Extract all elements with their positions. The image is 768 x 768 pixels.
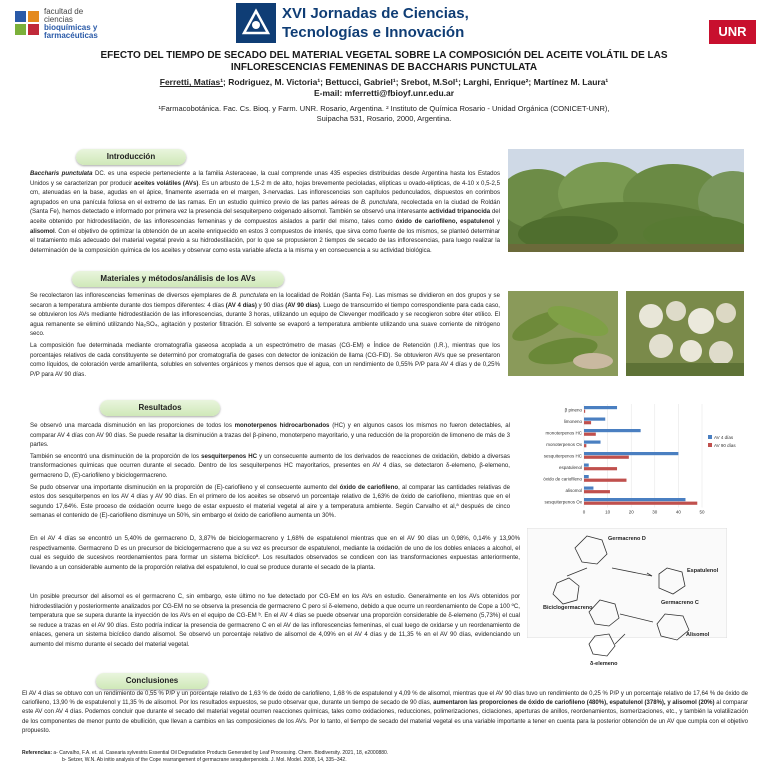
poster-title: [20, 50, 748, 74]
leaf-photo: [508, 291, 618, 376]
conference-logo-icon: [236, 3, 276, 43]
faculty-logo-line: ciencias: [44, 15, 73, 24]
bar-av4: [584, 452, 678, 455]
methods-text-2: La composición fue determinada mediante cromatografía gaseosa acoplada a un espectrómetro de masas (CG-EM) e Índice de Retención (I.R.), mientras que los porcentajes relativos de cada constituyente se determinó por cromatografía de gases con detector de ionización de llama (CG-FID). Se obtuvieron AVs que se presentaron como líquidos, de coloración verde amarillenta, solubles en solventes orgánicos y menos densos que el agua, con un rendimiento de 0,55% P/P para AV 4 días y de 0,25% P/P para AV 90 días.: [30, 341, 500, 378]
x-tick-label: 10: [605, 509, 611, 515]
bar-av90: [584, 410, 585, 413]
conference-title: [282, 4, 469, 42]
intro-text-3: , recolectada en la ciudad de Roldán (Santa Fe), hemos detectado e informado por primera vez la presencia del sesquiterpeno oxigenado alisomol. También se observó una interesante: [30, 198, 500, 216]
section-header-methods: Materiales y métodos/análisis de los AVs: [72, 271, 284, 287]
methods-bold-2: (AV 90 días): [285, 301, 320, 309]
category-label: alisomol: [565, 487, 582, 493]
category-label: sesquiterpenos HC: [543, 453, 582, 459]
legend-swatch: [708, 435, 712, 439]
authors: [20, 77, 748, 88]
affiliation-line1: ¹Farmacobotánica. Fac. Cs. Bioq. y Farm. UNR. Rosario, Argentina. ² Instituto de Química Rosario - Unidad Orgánica (CONICET-UNR),: [158, 104, 610, 113]
results-text-5: Un posible precursor del alisomol es el germacreno C, sin embargo, este último no fue detectado por CG-EM en los AVs en estudio. Generalmente en los AVs obtenidos por hidrodestilación y posteriormente analizados por CG-EM no se observa la presencia de germacreno C pero sí δ-elemeno, debido a que ocurre un reordenamiento de Cope a 100 ºC, temperatura que se supera durante la inyección de los AVs en el equipo de CG-EM ᵇ. En el AV 4 días se puede observar una proporción considerable de δ-elemeno (5,73%) el cual se reduce a trazas en el AV 90 días. Esto podría indicar la presencia de germacreno C en el AV de las inflorescencias femeninas, el cual luego de oxidarse y un reordenamiento de enlaces, genera un sistema bicíclico dando alisomol. Se observó un porcentaje relativo de alisomol de 4,09% en el AV 4 días y de 11,35 % en el AV 90 días, evidenciando un aumento del mismo durante el secado del material vegetal.: [30, 593, 520, 648]
results-bold-3: óxido de cariofileno: [339, 483, 399, 491]
intro-text-5: y: [494, 217, 500, 225]
affiliation: [20, 104, 748, 123]
reference-a: a- Carvalho, F.A. et. al. Casearia sylvestris Essential Oil Degradation Products Generated by Leaf Processing. Chem. Biodiversity. 2021, 18, e2000880.: [53, 750, 389, 756]
authors-rest: ; Rodriguez, M. Victoria¹; Bettucci, Gabriel¹; Srebot, M.Sol¹; Larghi, Enrique²; Martínez M. Laura¹: [223, 77, 609, 87]
results-text-2b: y un consecuente aumento de los derivados de reacciones de oxidación, debido a diversas transformaciones químicas que ocurren durante el secado. Dentro de los sesquiterpenos HC mayoritarios, presentes en AV 4 días, se detectaron δ-elemeno, β-elemeno, germacreno D, (E)-cariofileno y biciclogermacreno.: [30, 452, 510, 479]
results-bold-1: monoterpenos hidrocarbonados: [234, 422, 330, 429]
email: E-mail: mferretti@fbioyf.unr.edu.ar: [313, 88, 455, 98]
label-alisomol: Alisomol: [686, 632, 710, 638]
composition-bar-chart: [528, 398, 748, 524]
methods-text-1d: . Luego de transcurrido el tiempo correspondiente para cada caso, se obtuvieron los AVs mediante hidrodestilación de las inflorescencias, durante 3 horas, utilizando un equipo de Clevenger modificado y se recogieron sobre éter etílico. El agua remanente se eliminó utilizando Na₂SO₄, agitación y posterior filtración. El solvente se evaporó a temperatura ambiente utilizando una suave corriente de nitrógeno seco.: [30, 301, 500, 338]
intro-text: [30, 169, 500, 257]
faculty-logo-line: farmacéuticas: [44, 31, 98, 40]
results-text-3a: Se pudo observar una importante disminución en la proporción de (E)-cariofileno y el consecuente aumento del: [30, 483, 340, 491]
conclusions-text-2: al comparar este AV con AV 4 días. Podemos concluir que durante el secado del material vegetal ocurren reacciones químicas, tales como oxidaciones, reducciones, polimerizaciones, ciclaciones, aperturas de anillos, reordenamientos, isomerizaciones, etc., y también la volatilización de los componentes de menor punto de ebullición, que llevan a cambios en las composiciones de los AVs. Por lo tanto, el tiempo de secado del material vegetal es una variable importante a tener en cuenta para la posterior obtención de un AV que cumpla con el objetivo propuesto.: [22, 700, 748, 734]
intro-text-4: del aceite obtenido por hidrodestilación, de las inflorescencias femeninas y de compuestos aislados a partir del mismo, tales como: [30, 208, 500, 225]
bar-av90: [584, 479, 626, 482]
section-header-results: Resultados: [100, 400, 220, 416]
faculty-logo: [14, 6, 132, 40]
bar-av90: [584, 444, 586, 447]
chemical-structures-bottom: [565, 594, 750, 664]
bar-av4: [584, 464, 589, 467]
intro-species: Baccharis punctulata: [30, 170, 93, 177]
bar-av4: [584, 429, 641, 432]
author-first: Ferretti, Matías¹: [159, 77, 224, 87]
results-bold-2: sesquiterpenos HC: [201, 452, 258, 460]
intro-bold-4: alisomol: [30, 227, 55, 235]
category-label: β pineno: [564, 407, 582, 413]
label-germacreno-d: Germacreno D: [608, 536, 646, 542]
conclusions-text-1: El AV 4 días se obtuvo con un rendimiento de 0,55 % P/P y un porcentaje relativo de 1,63 % de óxido de cariofileno, 1,68 % de espatulenol y 4,09 % de alisomol, mientras que el AV 90 días tuvo un rendimiento de 0,25 % P/P y un porcentaje relativo de 17,64 % de óxido de cariofileno, 13,90 % de espatulenol y 11,35 % de alisomol. Por los resultados expuestos, se pudo observar que, durante un tiempo de secado de 90 días,: [22, 691, 748, 707]
category-label: limoneno: [563, 418, 582, 424]
reference-b: b- Setzer, W.N. Ab initio analysis of the Cope rearrangement of germacrane sesquiterpenoids. J. Mol. Model. 2008, 14, 335–342.: [62, 757, 347, 763]
label-biciclogermacreno: Biciclogermacreno: [543, 605, 593, 611]
x-tick-label: 20: [628, 509, 634, 515]
category-label: monoterpenos HC: [545, 430, 582, 436]
category-label: espatulenol: [558, 464, 582, 470]
methods-text-1b: en la localidad de Roldán (Santa Fe). Las mismas se dividieron en dos grupos y se secaron a temperatura ambiente durante dos tiempos diferentes: 4 días: [30, 292, 500, 309]
intro-bold-2: actividad tripanocida: [429, 208, 491, 216]
intro-text-6: . Con el objetivo de optimizar la obtención de un aceite enriquecido en estos 3 compuestos de interés, que sirva como fuente de los mismos, se planteó determinar el tratamiento más adecuado del material vegetal previo a su hidrodestilación, por lo que se propusieron 2 tiempos de secado de las inflorescencias, para luego realizar la determinación de la composición química de los aceites y observar como esta variable afecta a la misma y en consecuencia a su actividad biológica.: [30, 227, 500, 254]
intro-bold-1: aceites volátiles (AVs): [134, 179, 199, 187]
bar-av90: [584, 490, 610, 493]
methods-text: [30, 291, 500, 381]
affiliation-line2: Suipacha 531, Rosario, 2000, Argentina.: [316, 113, 452, 123]
methods-text-1c: y 90 días: [256, 301, 286, 309]
x-tick-label: 30: [652, 509, 658, 515]
intro-bold-3: óxido de cariofileno, espatulenol: [395, 217, 495, 225]
section-header-conclusions: Conclusiones: [96, 673, 208, 689]
references-label: Referencias:: [22, 750, 53, 756]
legend-label: AV 4 días: [714, 435, 734, 440]
results-text-2a: También se encontró una disminución de la proporción de los: [30, 452, 202, 460]
bar-av4: [584, 406, 617, 409]
bar-av4: [584, 418, 605, 421]
bar-av90: [584, 456, 629, 459]
label-germacreno-c: Germacreno C: [661, 600, 699, 606]
section-header-intro: Introducción: [76, 149, 186, 165]
results-text-1a: Se observó una marcada disminución en las proporciones de todos los: [30, 422, 235, 429]
bar-av4: [584, 475, 589, 478]
results-text-1b: (HC) y en algunos casos los mismos no fueron detectables, al comparar AV 4 días con AV 90 días. Se puede resaltar la disminución a trazas del β-pineno, monoterpeno mayoritario, y una reducción de la proporción de limoneno de más de 3 partes.: [30, 422, 510, 449]
bar-av4: [584, 498, 685, 501]
shrub-photo: [508, 149, 744, 252]
references: [22, 750, 388, 764]
bar-av90: [584, 433, 596, 436]
x-tick-label: 0: [582, 509, 586, 515]
label-d-elemeno: δ-elemeno: [590, 661, 618, 667]
legend-label: AV 90 días: [714, 443, 736, 448]
category-label: monoterpenos Ox: [546, 441, 582, 447]
conclusions-text: [22, 690, 748, 736]
bar-av4: [584, 441, 601, 444]
results-text-top: [30, 421, 510, 523]
faculty-logo-icon: [14, 10, 40, 36]
title-line1: EFECTO DEL TIEMPO DE SECADO DEL MATERIAL VEGETAL SOBRE LA COMPOSICIÓN DEL ACEITE VOLÁTIL DE LAS: [100, 50, 668, 61]
conclusions-bold: aumentaron las proporciones de óxido de cariofileno (480%), espatulenol (378%), y alisomol (20%): [433, 700, 715, 707]
faculty-logo-line: bioquímicas y: [44, 23, 98, 32]
legend-swatch: [708, 443, 712, 447]
results-text-4: En el AV 4 días se encontró un 5,40% de germacreno D, 3,87% de biciclogermacreno y 1,68% de espatulenol mientras que en el AV 90 días un 0,98%, 0,14% y 13,90% respectivamente. Germacreno D es un precursor de biciclogermacreno que a su vez es precursor de espatulenol, mediante la oxidación de uno de los dobles enlaces a alcohol, el cual es seguido de sucesivos reordenamientos para formar un sistema bicíclicoª. Los resultados observados se condicen con las transformaciones expuestas anteriormente, llevando a un considerable aumento de la proporción relativa del espatulenol, lo cual se produce durante el secado de la planta.: [30, 535, 520, 571]
university-logo: UNR: [709, 20, 756, 44]
intro-text-2: . Es un arbusto de 1,5-2 m de alto, hojas brevemente pecioladas, elípticas u ovado-elípticas, de 4-10 x 0,5-2,5 cm, atenuadas en la base, agudas en el ápice, finamente aserrada en el margen, 3-nervadas. Las inflorescencias son capítulos pedunculados, dispuestos en corimbos agrupados en una panícula foliosa en el extremo de las ramas. En un estudio químico previo de las partes aéreas de: [30, 179, 501, 206]
methods-species: B. punctulata: [232, 292, 269, 299]
bar-av90: [584, 421, 591, 424]
category-label: óxido de cariofileno: [543, 476, 582, 482]
title-line2: INFLORESCENCIAS FEMENINAS DE BACCHARIS PUNCTULATA: [230, 62, 538, 73]
intro-species-2: B. punctulata: [360, 198, 398, 206]
bar-av90: [584, 467, 617, 470]
header: [0, 0, 768, 46]
bar-av90: [584, 502, 697, 505]
methods-bold-1: (AV 4 días): [225, 301, 257, 309]
label-espatulenol: Espatulenol: [687, 568, 719, 574]
category-label: sesquiterpenos Ox: [544, 499, 582, 505]
bar-av4: [584, 487, 593, 490]
conference-title-line2: Tecnologías e Innovación: [282, 24, 465, 41]
faculty-logo-line: facultad de: [44, 7, 84, 16]
results-text-3b: , al comparar las cantidades relativas de estos dos sesquiterpenos en los AV 4 días y AV 90 días. En el primero de los aceites se observó un porcentaje relativo de 1,63% de óxido de cariofileno, mientras que en el segundo 17,64%. Este proceso de oxidación ocurre luego de estar expuesto el material vegetal al aire y a temperatura ambiente. Según Carvalho et al,ª después de cinco semanas el contenido de (E)-cariofileno disminuye un 50%, sin embargo el óxido de cariofileno aumenta un 30%.: [30, 483, 510, 520]
x-tick-label: 50: [699, 509, 705, 515]
inflorescence-photo: [626, 291, 744, 376]
intro-text-1: DC. es una especie perteneciente a la familia Asteraceae, la cual comprende unas 435 especies distribuidas desde Argentina hasta los Estados Unidos y se caracterizan por producir: [30, 170, 500, 187]
conference-title-line1: XVI Jornadas de Ciencias,: [282, 5, 469, 22]
x-tick-label: 40: [675, 509, 681, 515]
methods-text-1a: Se recolectaron las inflorescencias femeninas de diversos ejemplares de: [30, 292, 233, 299]
